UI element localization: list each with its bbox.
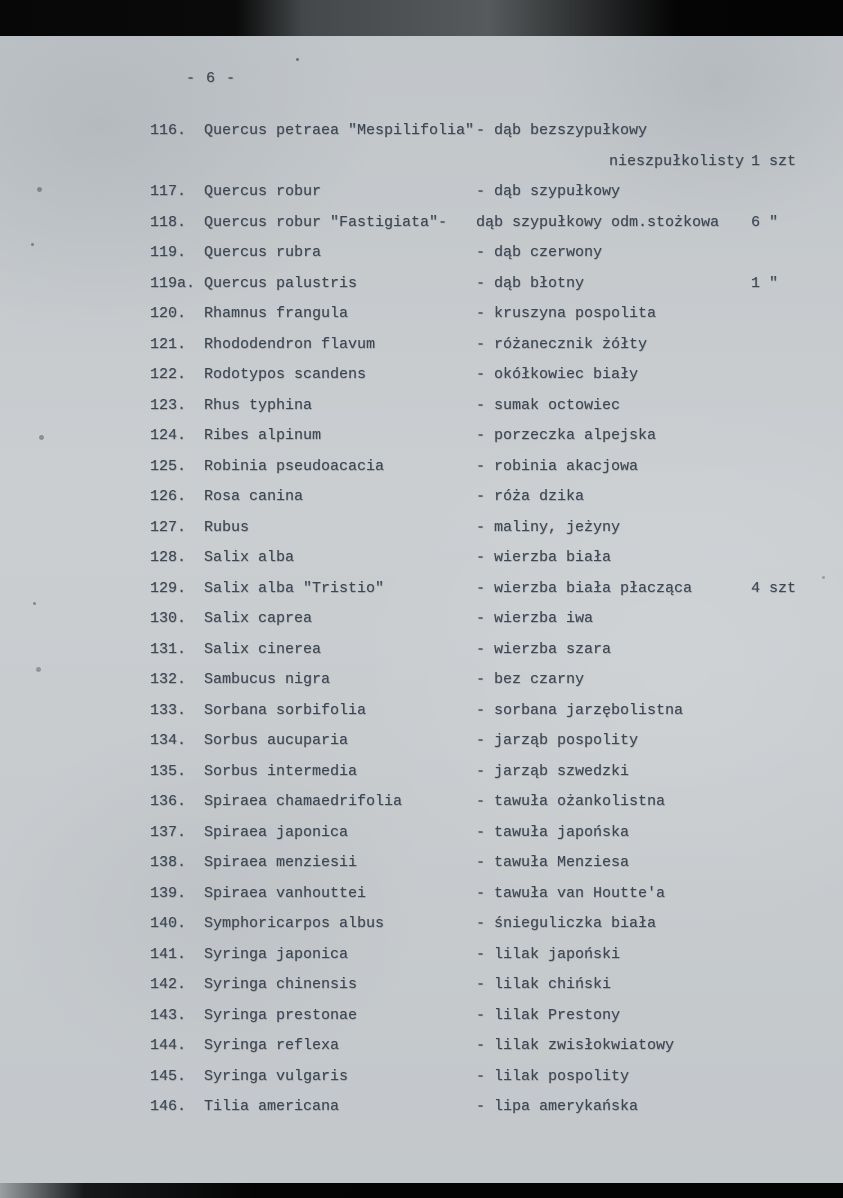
item-number: 119. bbox=[150, 244, 187, 261]
quantity bbox=[745, 543, 831, 574]
latin-name: Quercus petraea "Mespilifolia" bbox=[204, 122, 475, 139]
polish-name: - tawuła Menziesa bbox=[476, 854, 630, 871]
list-item bbox=[150, 360, 831, 391]
list-item bbox=[150, 1001, 831, 1032]
item-number: 139. bbox=[150, 884, 187, 902]
quantity bbox=[745, 970, 831, 1001]
polish-name: - lilak Prestony bbox=[476, 1006, 621, 1024]
list-item bbox=[150, 970, 831, 1001]
item-number: 126. bbox=[150, 488, 187, 505]
polish-name: - lilak zwisłokwiatowy bbox=[476, 1037, 675, 1054]
latin-name: Sorbus aucuparia bbox=[204, 732, 349, 749]
latin-name: Quercus robur bbox=[204, 183, 322, 200]
list-item bbox=[150, 848, 831, 879]
polish-name: - porzeczka alpejska bbox=[476, 427, 657, 444]
polish-name: - lipa amerykańska bbox=[476, 1098, 639, 1115]
list-item bbox=[150, 116, 831, 147]
polish-name: - maliny, jeżyny bbox=[476, 518, 621, 536]
item-number: 119a. bbox=[150, 274, 196, 292]
plant-list bbox=[150, 116, 831, 1123]
quantity bbox=[745, 177, 831, 208]
quantity bbox=[745, 818, 831, 849]
item-number: 134. bbox=[150, 732, 187, 749]
quantity bbox=[745, 330, 831, 361]
latin-name: Sambucus nigra bbox=[204, 671, 331, 688]
polish-name: - lilak japoński bbox=[476, 945, 621, 963]
item-number: 123. bbox=[150, 396, 187, 414]
polish-name: - tawuła van Houtte'a bbox=[476, 884, 666, 902]
list-item bbox=[150, 818, 831, 849]
item-number: 124. bbox=[150, 427, 187, 444]
latin-name: Spiraea japonica bbox=[204, 823, 349, 841]
quantity bbox=[745, 757, 831, 788]
quantity: 1 " bbox=[751, 274, 779, 292]
latin-name: Syringa chinensis bbox=[204, 976, 358, 993]
polish-name: - sumak octowiec bbox=[476, 396, 621, 414]
latin-name: Salix alba "Tristio" bbox=[204, 579, 385, 597]
polish-name: - jarząb szwedzki bbox=[476, 762, 630, 780]
latin-name: Syringa vulgaris bbox=[204, 1067, 349, 1085]
list-item bbox=[150, 787, 831, 818]
quantity bbox=[745, 391, 831, 422]
latin-name: Syringa prestonae bbox=[204, 1006, 358, 1024]
latin-name: Quercus rubra bbox=[204, 244, 322, 261]
quantity bbox=[745, 1062, 831, 1093]
polish-name: nieszpułkolisty bbox=[609, 152, 745, 170]
item-number: 133. bbox=[150, 701, 187, 719]
quantity bbox=[745, 360, 831, 391]
polish-name: - wierzba biała bbox=[476, 549, 612, 566]
quantity bbox=[745, 1031, 831, 1062]
latin-name: Sorbus intermedia bbox=[204, 762, 358, 780]
list-item bbox=[150, 177, 831, 208]
quantity: 1 szt bbox=[751, 152, 797, 170]
quantity bbox=[745, 421, 831, 452]
list-item bbox=[150, 421, 831, 452]
latin-name bbox=[204, 147, 476, 178]
polish-name: - dąb czerwony bbox=[476, 244, 603, 261]
item-number: 140. bbox=[150, 915, 187, 932]
list-item bbox=[150, 879, 831, 910]
polish-name: - sorbana jarzębolistna bbox=[476, 701, 684, 719]
scanner-edge-top bbox=[0, 0, 843, 38]
polish-name: - róża dzika bbox=[476, 488, 585, 505]
list-item bbox=[150, 604, 831, 635]
polish-name: - lilak pospolity bbox=[476, 1067, 630, 1085]
item-number: 128. bbox=[150, 549, 187, 566]
latin-name: Robinia pseudoacacia bbox=[204, 457, 385, 475]
quantity bbox=[745, 1001, 831, 1032]
item-number: 132. bbox=[150, 671, 187, 688]
quantity bbox=[745, 513, 831, 544]
polish-name: - tawuła japońska bbox=[476, 823, 630, 841]
polish-name: - tawuła ożankolistna bbox=[476, 793, 666, 810]
item-number: 145. bbox=[150, 1067, 187, 1085]
quantity bbox=[745, 299, 831, 330]
list-item bbox=[150, 909, 831, 940]
item-number: 130. bbox=[150, 610, 187, 627]
list-item bbox=[150, 574, 831, 605]
latin-name: Symphoricarpos albus bbox=[204, 915, 385, 932]
item-number: 136. bbox=[150, 793, 187, 810]
list-item bbox=[150, 757, 831, 788]
list-item bbox=[150, 299, 831, 330]
latin-name: Quercus robur "Fastigiata"- bbox=[204, 213, 448, 231]
item-number: 131. bbox=[150, 640, 187, 658]
list-item bbox=[150, 269, 831, 300]
item-number: 141. bbox=[150, 945, 187, 963]
latin-name: Salix alba bbox=[204, 549, 295, 566]
polish-name: - dąb błotny bbox=[476, 274, 585, 292]
scanner-edge-bottom bbox=[0, 1183, 843, 1198]
latin-name: Sorbana sorbifolia bbox=[204, 701, 367, 719]
polish-name: - wierzba iwa bbox=[476, 610, 594, 627]
latin-name: Tilia americana bbox=[204, 1098, 340, 1115]
item-number: 129. bbox=[150, 579, 187, 597]
item-number: 138. bbox=[150, 854, 187, 871]
item-number: 127. bbox=[150, 518, 187, 536]
item-number: 118. bbox=[150, 213, 187, 231]
polish-name: - różanecznik żółty bbox=[476, 335, 648, 353]
latin-name: Syringa japonica bbox=[204, 945, 349, 963]
quantity bbox=[745, 1092, 831, 1123]
quantity: 4 szt bbox=[751, 579, 797, 597]
polish-name: - okółkowiec biały bbox=[476, 366, 639, 383]
list-item bbox=[150, 726, 831, 757]
polish-name: - robinia akacjowa bbox=[476, 457, 639, 475]
latin-name: Rodotypos scandens bbox=[204, 366, 367, 383]
list-item bbox=[150, 482, 831, 513]
quantity bbox=[745, 696, 831, 727]
latin-name: Rhus typhina bbox=[204, 396, 313, 414]
quantity bbox=[745, 909, 831, 940]
polish-name: - lilak chiński bbox=[476, 976, 612, 993]
latin-name: Rubus bbox=[204, 518, 250, 536]
polish-name: - dąb szypułkowy bbox=[476, 183, 621, 200]
polish-name: - wierzba szara bbox=[476, 640, 612, 658]
list-item bbox=[150, 665, 831, 696]
item-number: 137. bbox=[150, 823, 187, 841]
list-item bbox=[150, 452, 831, 483]
latin-name: Spiraea menziesii bbox=[204, 854, 358, 871]
polish-name: - jarząb pospolity bbox=[476, 732, 639, 749]
list-item bbox=[150, 1031, 831, 1062]
quantity: 6 " bbox=[751, 213, 779, 231]
polish-name: - dąb bezszypułkowy bbox=[476, 122, 648, 139]
item-number: 125. bbox=[150, 457, 187, 475]
quantity bbox=[745, 604, 831, 635]
latin-name: Salix caprea bbox=[204, 610, 313, 627]
list-item bbox=[150, 635, 831, 666]
latin-name: Ribes alpinum bbox=[204, 427, 322, 444]
polish-name: - bez czarny bbox=[476, 671, 585, 688]
item-number: 143. bbox=[150, 1006, 187, 1024]
item-number: 144. bbox=[150, 1037, 187, 1054]
list-item bbox=[150, 208, 831, 239]
list-item bbox=[150, 238, 831, 269]
polish-name: - wierzba biała płacząca bbox=[476, 579, 693, 597]
list-item bbox=[150, 147, 831, 178]
polish-name: dąb szypułkowy odm.stożkowa bbox=[476, 213, 720, 231]
latin-name: Spiraea vanhouttei bbox=[204, 884, 367, 902]
list-item bbox=[150, 330, 831, 361]
polish-name: - śnieguliczka biała bbox=[476, 915, 657, 932]
list-item bbox=[150, 513, 831, 544]
quantity bbox=[745, 452, 831, 483]
item-number: 120. bbox=[150, 305, 187, 322]
quantity bbox=[745, 787, 831, 818]
latin-name: Spiraea chamaedrifolia bbox=[204, 793, 403, 810]
item-number: 117. bbox=[150, 183, 187, 200]
quantity bbox=[745, 482, 831, 513]
list-item bbox=[150, 696, 831, 727]
item-number: 142. bbox=[150, 976, 187, 993]
quantity bbox=[745, 726, 831, 757]
latin-name: Syringa reflexa bbox=[204, 1037, 340, 1054]
quantity bbox=[745, 635, 831, 666]
quantity bbox=[745, 879, 831, 910]
quantity bbox=[745, 116, 831, 147]
item-number: 121. bbox=[150, 335, 187, 353]
item-number: 146. bbox=[150, 1098, 187, 1115]
quantity bbox=[745, 940, 831, 971]
item-number bbox=[150, 147, 204, 178]
polish-name: - kruszyna pospolita bbox=[476, 305, 657, 322]
list-item bbox=[150, 1062, 831, 1093]
page-number: - 6 - bbox=[186, 70, 237, 87]
quantity bbox=[745, 848, 831, 879]
ink-specks bbox=[0, 36, 3, 39]
item-number: 116. bbox=[150, 122, 187, 139]
list-item bbox=[150, 391, 831, 422]
item-number: 122. bbox=[150, 366, 187, 383]
document-page bbox=[0, 36, 843, 1185]
list-item bbox=[150, 543, 831, 574]
latin-name: Salix cinerea bbox=[204, 640, 322, 658]
latin-name: Rosa canina bbox=[204, 488, 304, 505]
list-item bbox=[150, 940, 831, 971]
latin-name: Rhododendron flavum bbox=[204, 335, 376, 353]
latin-name: Quercus palustris bbox=[204, 274, 358, 292]
quantity bbox=[745, 238, 831, 269]
latin-name: Rhamnus frangula bbox=[204, 305, 349, 322]
item-number: 135. bbox=[150, 762, 187, 780]
list-item bbox=[150, 1092, 831, 1123]
quantity bbox=[745, 665, 831, 696]
